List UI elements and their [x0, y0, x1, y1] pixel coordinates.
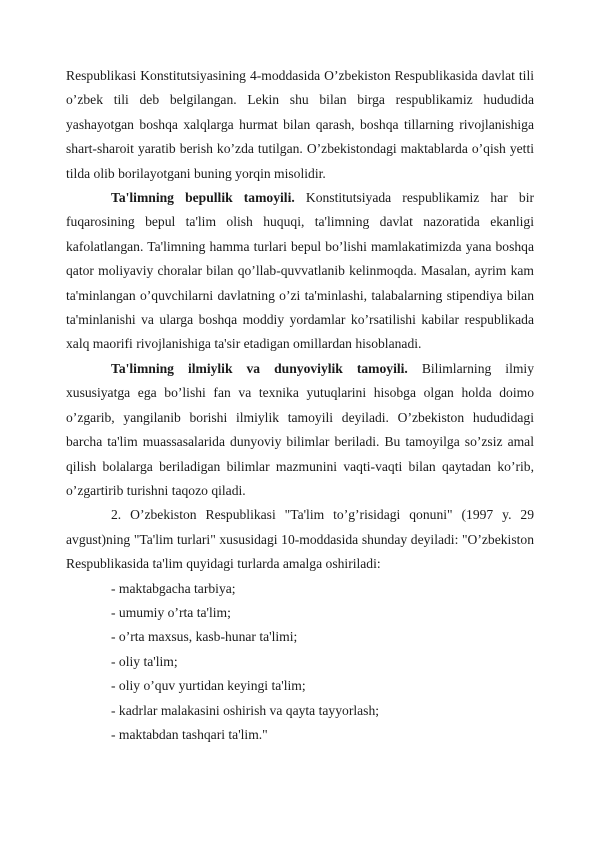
- list-item: - o’rta maxsus, kasb-hunar ta'limi;: [111, 629, 298, 645]
- heading-free-education: Ta'limning bepullik tamoyili.: [111, 190, 295, 206]
- list-item: - umumiy o’rta ta'lim;: [111, 604, 231, 620]
- list-item: - oliy o’quv yurtidan keyingi ta'lim;: [111, 678, 306, 694]
- paragraph-education-law: 2. O’zbekiston Respublikasi "Ta'lim to’g’risidagi qonuni" (1997 y. 29 avgust)ning "Ta'lim turlari" xususidagi 10-moddasida shunday deyiladi: "O’zbekiston Respublikasida ta'lim quyidagi turlarda amalga oshiriladi:: [66, 507, 534, 572]
- heading-scientific-secular: Ta'limning ilmiylik va dunyoviylik tamoyili.: [111, 360, 408, 376]
- paragraph-free-education: [66, 186, 534, 357]
- list-item: - kadrlar malakasini oshirish va qayta tayyorlash;: [111, 702, 380, 718]
- paragraph-constitution: Respublikasi Konstitutsiyasining 4-moddasida O’zbekiston Respublikasida davlat tili o’zbek tili deb belgilangan. Lekin shu bilan birga respublikamiz hududida yashayotgan boshqa xalqlarga hurmat bilan qarash, boshqa tillarning rivojlanishiga shart-sharoit yaratib berish ko’zda tutilgan. O’zbekistondagi maktablarda o’qish yetti tilda olib borilayotgani buning yorqin misolidir.: [66, 68, 534, 181]
- body-scientific-secular: Bilimlarning ilmiy xususiyatga ega bo’lishi fan va texnika yutuqlarini hisobga olgan holda doimo o’zgarib, yangilanib borishi ilmiylik tamoyili deyiladi. O’zbekiston hududidagi barcha ta'lim muassasalarida dunyoviy bilimlar beriladi. Bu tamoyilga so’zsiz amal qilish bolalarga beriladigan bilimlar mazmunini vaqti-vaqti bilan qaytadan ko’rib, o’zgartirib turishni taqozo qiladi.: [66, 360, 534, 498]
- body-free-education: Konstitutsiyada respublikamiz har bir fuqarosining bepul ta'lim olish huquqi, ta'limning davlat nazoratida ekanligi kafolatlangan. Ta'limning hamma turlari bepul bo’lishi mamlakatimizda yana boshqa qator moliyaviy choralar bilan qo’llab-quvvatlanib kelinmoqda. Masalan, ayrim kam ta'minlangan o’quvchilarni davlatning o’zi ta'minlashi, talabalarning stipendiya bilan ta'minlanishi va ularga boshqa moddiy yordamlar ko’rsatilishi kabilar respublikada xalq maorifi rivojlanishiga ta'sir etadigan omillardan hisoblanadi.: [66, 190, 534, 352]
- paragraph-scientific-secular: [66, 357, 534, 503]
- list-item: - oliy ta'lim;: [111, 653, 178, 669]
- list-item: - maktabgacha tarbiya;: [111, 580, 236, 596]
- list-item: - maktabdan tashqari ta'lim.": [111, 726, 268, 742]
- document-page: [66, 64, 534, 747]
- education-types-list: [66, 577, 534, 748]
